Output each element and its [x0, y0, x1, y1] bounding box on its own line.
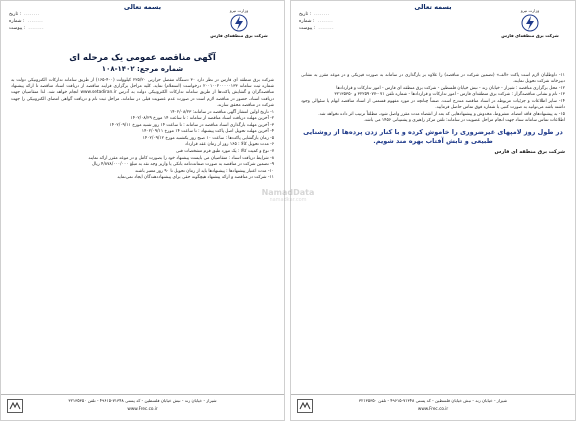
- list-item: ۱۲- محل برگزاری مناقصه : شیراز - خیابان زند - نبش خیابان فلسطین - شرکت برق منطقه ای فارس - امور تدارکات و قراردادها: [336, 85, 565, 91]
- list-item: ۱۰- مدت اعتبار پیشنهادها : پیشنهادها باید از زمان تحویل تا ۹۰ روز معتبر باشند: [135, 168, 274, 174]
- list-item: ۶- مدت تحویل کالا : ۱۶۵ روز از زمان عقد قرارداد: [185, 142, 274, 148]
- number-field: شماره : ........: [9, 19, 44, 25]
- document-page-1: [0, 0, 285, 421]
- list-item: ۱۵- به پیشنهادهای فاقد امضاء، مشروط، مخدوش و پیشنهادهایی که بعد از انقضاء مدت مقرر واصل شود، مطلقاً ترتیب اثر داده نخواهد شد.: [318, 111, 565, 117]
- footer-address: شیراز - خیابان زند - نبش خیابان فلسطین - کد پستی ۷۱۳۴۸-۴۹۶۱۵ - تلفن ۳۲۱۳۵۳۵۰: [358, 398, 508, 403]
- lightning-emblem-icon: [230, 14, 248, 32]
- list-item: ۱۴- سایر اطلاعات و جزئیات مربوطه در اسناد مناقصه مندرج است. ضمناً چنانچه در مورد مفهوم قسمتی از اسناد مناقصه ابهام یا سئوالی وجود داشته باشد می‌توانید به صورت کتبی با شماره فوق تماس حاصل فرمایید.: [301, 98, 565, 111]
- certification-badge-icon: [297, 399, 313, 413]
- date-field: تاریخ : ........: [9, 12, 40, 17]
- besm-text: بسمه تعالی: [123, 3, 162, 11]
- document-page-2: [290, 0, 576, 421]
- tender-body: [1, 78, 284, 182]
- attachment-field: پیوست : ........: [299, 26, 335, 32]
- watermark-url: namadkar.com: [269, 197, 307, 203]
- list-item: ۱۱- داوطلبان لازم است پاکت «الف» (تضمین شرکت در مناقصه) را علاوه بر بارگذاری در سامانه به صورت فیزیکی و در موعد مقرر به نشانی دبیرخانه شرکت تحویل نمایند.: [301, 73, 565, 85]
- org-logo: [495, 8, 565, 38]
- besm-text: بسمه تعالی: [414, 3, 452, 11]
- page-footer: [291, 394, 575, 420]
- list-item: ۱۱- شرکت در مناقصه و ارائه پیشنهاد هیچگونه حقی برای پیشنهاددهندگان ایجاد نمی‌نماید: [117, 175, 274, 181]
- company-signature: شرکت برق منطقه ای فارس: [494, 148, 565, 155]
- meta-fields: [299, 11, 334, 33]
- title-block: [1, 53, 284, 73]
- list-item: ۴- آخرین مهلت تحویل اصل پاکت پیشنهاد : تا ساعت ۱۴ مورخ ۱۴۰۲/۰۹/۱۱: [141, 129, 274, 135]
- org-name: شرکت برق منطقه‌ای فارس: [501, 33, 559, 38]
- list-item: ۲- آخرین مهلت دریافت اسناد مناقصه از سامانه : تا ساعت ۱۴ مورخ ۱۴۰۲/۰۸/۲۹: [130, 116, 274, 122]
- page-title: آگهی مناقصه عمومی یک مرحله ای: [69, 53, 216, 63]
- list-item: ۱- تاریخ اولین انتشار آگهی مناقصه در سامانه: ۱۴۰۲/۰۸/۲۳: [170, 109, 274, 115]
- page-footer: [1, 394, 284, 420]
- list-item: ۳- آخرین مهلت بارگذاری اسناد مناقصه در سامانه : تا ساعت ۱۴ روز شنبه مورخ ۱۴۰۲/۰۹/۱۱: [109, 122, 274, 128]
- number-field: شماره : ........: [299, 19, 334, 25]
- org-name: شرکت برق منطقه‌ای فارس: [210, 33, 268, 38]
- watermark-name: NamadData: [261, 188, 315, 197]
- footer-website: www.Frec.co.ir: [127, 406, 158, 411]
- energy-saving-notice: در طول روز لامپهای غیرضروری را خاموش کرده و با کنار زدن پرده‌ها از روشنایی طبیعی و تابش آفتاب بهره مند شویم.: [303, 127, 563, 145]
- intro-paragraph: شرکت برق منطقه ای فارس در نظر دارد ۳۰ دستگاه مفصل حرارتی ۲۲۵/۲۰ کیلوولت (۴۰۰-۱۶۵) از طریق سامانه تدارکات الکترونیکی دولت به شماره ثبت سامانه ۲۰۰۱۰۰۲۰۰۰۰۰۱۳۳ درخواست (استعلام) نماید. کلیه مراحل برگزاری فرایند مناقصه از دریافت اسناد مناقصه تا ارائه پیشنهاد مناقصه‌گران و گشایش پاکت‌ها از طریق سامانه تدارکات الکترونیکی دولت به آدرس www.setadiran.ir انجام خواهد شد. لذا متقاضیان جهت دریافت اسناد، حضور در مناقصه لازم است در صورت عدم عضویت قبلی در سامانه، مراحل ثبت نام و دریافت گواهی امضای الکترونیکی را جهت شرکت در مناقصه محقق سازند.: [11, 78, 275, 108]
- ministry-label: وزارت نیرو: [520, 8, 540, 13]
- list-item: ۷- نوع و کمیت کالا : یک مورد طبق فرم مشخصات فنی: [175, 149, 274, 155]
- lightning-emblem-icon: [521, 14, 539, 32]
- letterhead: [1, 1, 284, 51]
- date-field: تاریخ : ........: [299, 12, 330, 17]
- certification-badge-icon: [7, 399, 23, 413]
- list-item: ۸- شرایط دریافت اسناد : متقاضیان می بایست پیشنهاد خود را بصورت کامل و در موعد مقرر ارائه نمایند: [88, 155, 274, 161]
- meta-fields: [9, 11, 44, 33]
- list-item: ۵- زمان بازگشایی پاکت‌ها : ساعت ۱۰ صبح روز یکشنبه مورخ ۱۴۰۲/۰۹/۱۲: [142, 135, 274, 141]
- footer-address: شیراز - خیابان زند - نبش خیابان فلسطین - کد پستی ۷۱۳۴۸-۴۹۶۱۵ - تلفن ۳۲۱۳۵۳۵۰: [68, 398, 217, 403]
- ministry-label: وزارت نیرو: [229, 8, 249, 13]
- list-item: اطلاعات تماس سامانه ستاد جهت انجام مراحل عضویت در سامانه: تلفن مرکز راهبری و پشتیبانی ۱۴۵۶ می باشد.: [363, 118, 565, 124]
- footer-website: www.Frec.co.ir: [417, 406, 449, 411]
- tender-body-continued: [291, 73, 575, 155]
- list-item: ۹- تضمین شرکت در مناقصه به صورت ضمانت‌نامه بانکی یا واریز وجه نقد به مبلغ ۴/۸۷۸/۰۰۰/۰۰۰ ریال: [91, 162, 274, 168]
- org-logo: [204, 8, 274, 38]
- letterhead: [291, 1, 575, 51]
- attachment-field: پیوست : ........: [9, 26, 45, 32]
- reference-number: شماره مرجع: ۱۴۰۲-۱۰۸: [101, 65, 184, 73]
- list-item: ۱۳- نام و نشانی مناقصه‌گزار : شرکت برق منطقه‌ای فارس - امور تدارکات و قراردادها - شماره تلفن ۰۷۱-۳۲۲۵۹۰۷۷ و ۳۲۱۳۵۳۵۰: [334, 92, 565, 98]
